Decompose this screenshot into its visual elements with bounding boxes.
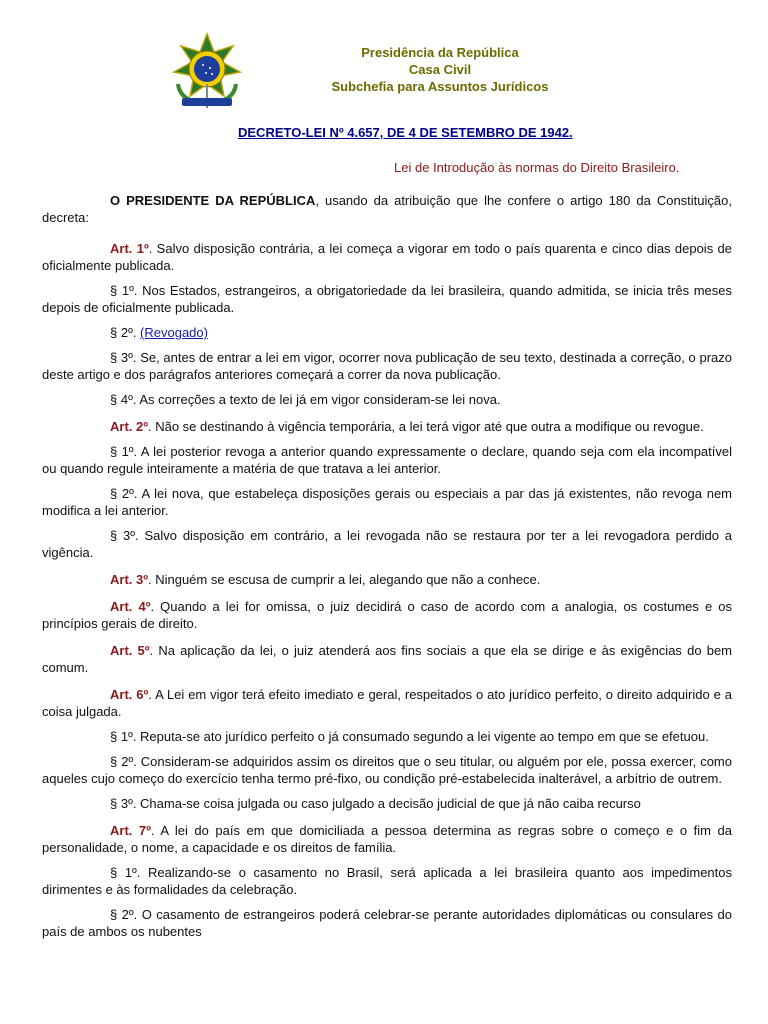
article-2-paragraph-3: § 3º. Salvo disposição em contrário, a lei revogada não se restaura por ter a lei revogadora perdido a vigência. xyxy=(42,528,732,560)
article-4 xyxy=(42,598,732,632)
article-2-text: . Não se destinando à vigência temporária, a lei terá vigor até que outra a modifique ou revogue. xyxy=(147,419,704,434)
article-1-paragraph-1: § 1º. Nos Estados, estrangeiros, a obrigatoriedade da lei brasileira, quando admitida, se inicia três meses depois de oficialmente publicada. xyxy=(42,283,732,315)
article-5 xyxy=(42,642,732,676)
ementa: Lei de Introdução às normas do Direito Brasileiro. xyxy=(394,160,680,175)
article-1-paragraph-2-label: § 2º. xyxy=(110,325,141,340)
article-6 xyxy=(42,686,732,720)
article-5-label: Art. 5º xyxy=(110,643,150,658)
article-6-paragraph-3: § 3º. Chama-se coisa julgada ou caso julgado a decisão judicial de que já não caiba recurso xyxy=(110,796,641,811)
article-1-label: Art. 1º xyxy=(110,241,149,256)
article-7-paragraph-2: § 2º. O casamento de estrangeiros poderá celebrar-se perante autoridades diplomáticas ou consulares do país de ambos os nubentes xyxy=(42,907,732,939)
article-2-paragraph-2: § 2º. A lei nova, que estabeleça disposições gerais ou especiais a par das já existentes, não revoga nem modifica a lei anterior. xyxy=(42,486,732,518)
article-6-text: . A Lei em vigor terá efeito imediato e geral, respeitados o ato jurídico perfeito, o direito adquirido e a coisa julgada. xyxy=(42,687,732,719)
article-1 xyxy=(42,240,732,274)
article-7-label: Art. 7º xyxy=(110,823,151,838)
header-line-casa-civil: Casa Civil xyxy=(408,62,472,77)
article-7 xyxy=(42,822,732,856)
decree-title-link[interactable]: DECRETO-LEI Nº 4.657, DE 4 DE SETEMBRO DE 1942. xyxy=(238,125,573,140)
article-3-label: Art. 3º xyxy=(110,572,148,587)
article-6-paragraph-1: § 1º. Reputa-se ato jurídico perfeito o já consumado segundo a lei vigente ao tempo em que se efetuou. xyxy=(110,729,709,744)
article-3 xyxy=(42,571,732,588)
article-2-label: Art. 2º xyxy=(110,419,148,434)
preamble-text: , usando da atribuição que lhe confere o artigo 180 da Constituição, decreta: xyxy=(42,193,732,225)
preamble-president: O PRESIDENTE DA REPÚBLICA xyxy=(110,193,316,208)
article-1-paragraph-4: § 4º. As correções a texto de lei já em vigor consideram-se lei nova. xyxy=(110,392,501,407)
coat-of-arms-icon xyxy=(170,32,244,110)
article-4-label: Art. 4º xyxy=(110,599,151,614)
article-6-label: Art. 6º xyxy=(110,687,149,702)
revogado-link[interactable]: (Revogado) xyxy=(140,325,208,340)
article-1-paragraph-2 xyxy=(42,324,732,341)
article-1-paragraph-3: § 3º. Se, antes de entrar a lei em vigor, ocorrer nova publicação de seu texto, destinada a correção, o prazo deste artigo e dos parágrafos anteriores começará a correr da nova publicação. xyxy=(42,350,732,382)
article-7-text: . A lei do país em que domiciliada a pessoa determina as regras sobre o começo e o fim da personalidade, o nome, a capacidade e os direitos de família. xyxy=(42,823,732,855)
header-line-presidency: Presidência da República xyxy=(361,45,519,60)
institution-header xyxy=(300,44,580,95)
article-1-text: . Salvo disposição contrária, a lei começa a vigorar em todo o país quarenta e cinco dias depois de oficialmente publicada. xyxy=(42,241,732,273)
article-5-text: . Na aplicação da lei, o juiz atenderá aos fins sociais a que ela se dirige e às exigências do bem comum. xyxy=(42,643,733,675)
article-3-text: . Ninguém se escusa de cumprir a lei, alegando que não a conhece. xyxy=(147,572,541,587)
article-2 xyxy=(42,418,732,435)
article-4-text: . Quando a lei for omissa, o juiz decidirá o caso de acordo com a analogia, os costumes e os princípios gerais de direito. xyxy=(42,599,733,631)
preamble xyxy=(42,192,732,226)
article-6-paragraph-2: § 2º. Consideram-se adquiridos assim os direitos que o seu titular, ou alguém por ele, possa exercer, como aqueles cujo começo do exercício tenha termo pré-fixo, ou condição pré-estabelecida inalterável, a arbítrio de outrem. xyxy=(42,754,732,786)
article-7-paragraph-1: § 1º. Realizando-se o casamento no Brasil, será aplicada a lei brasileira quanto aos impedimentos dirimentes e às formalidades da celebração. xyxy=(42,865,732,897)
article-2-paragraph-1: § 1º. A lei posterior revoga a anterior quando expressamente o declare, quando seja com ela incompatível ou quando regule inteiramente a matéria de que tratava a lei anterior. xyxy=(42,444,732,476)
document-body xyxy=(42,192,732,948)
header-line-subchefia: Subchefia para Assuntos Jurídicos xyxy=(331,79,549,94)
